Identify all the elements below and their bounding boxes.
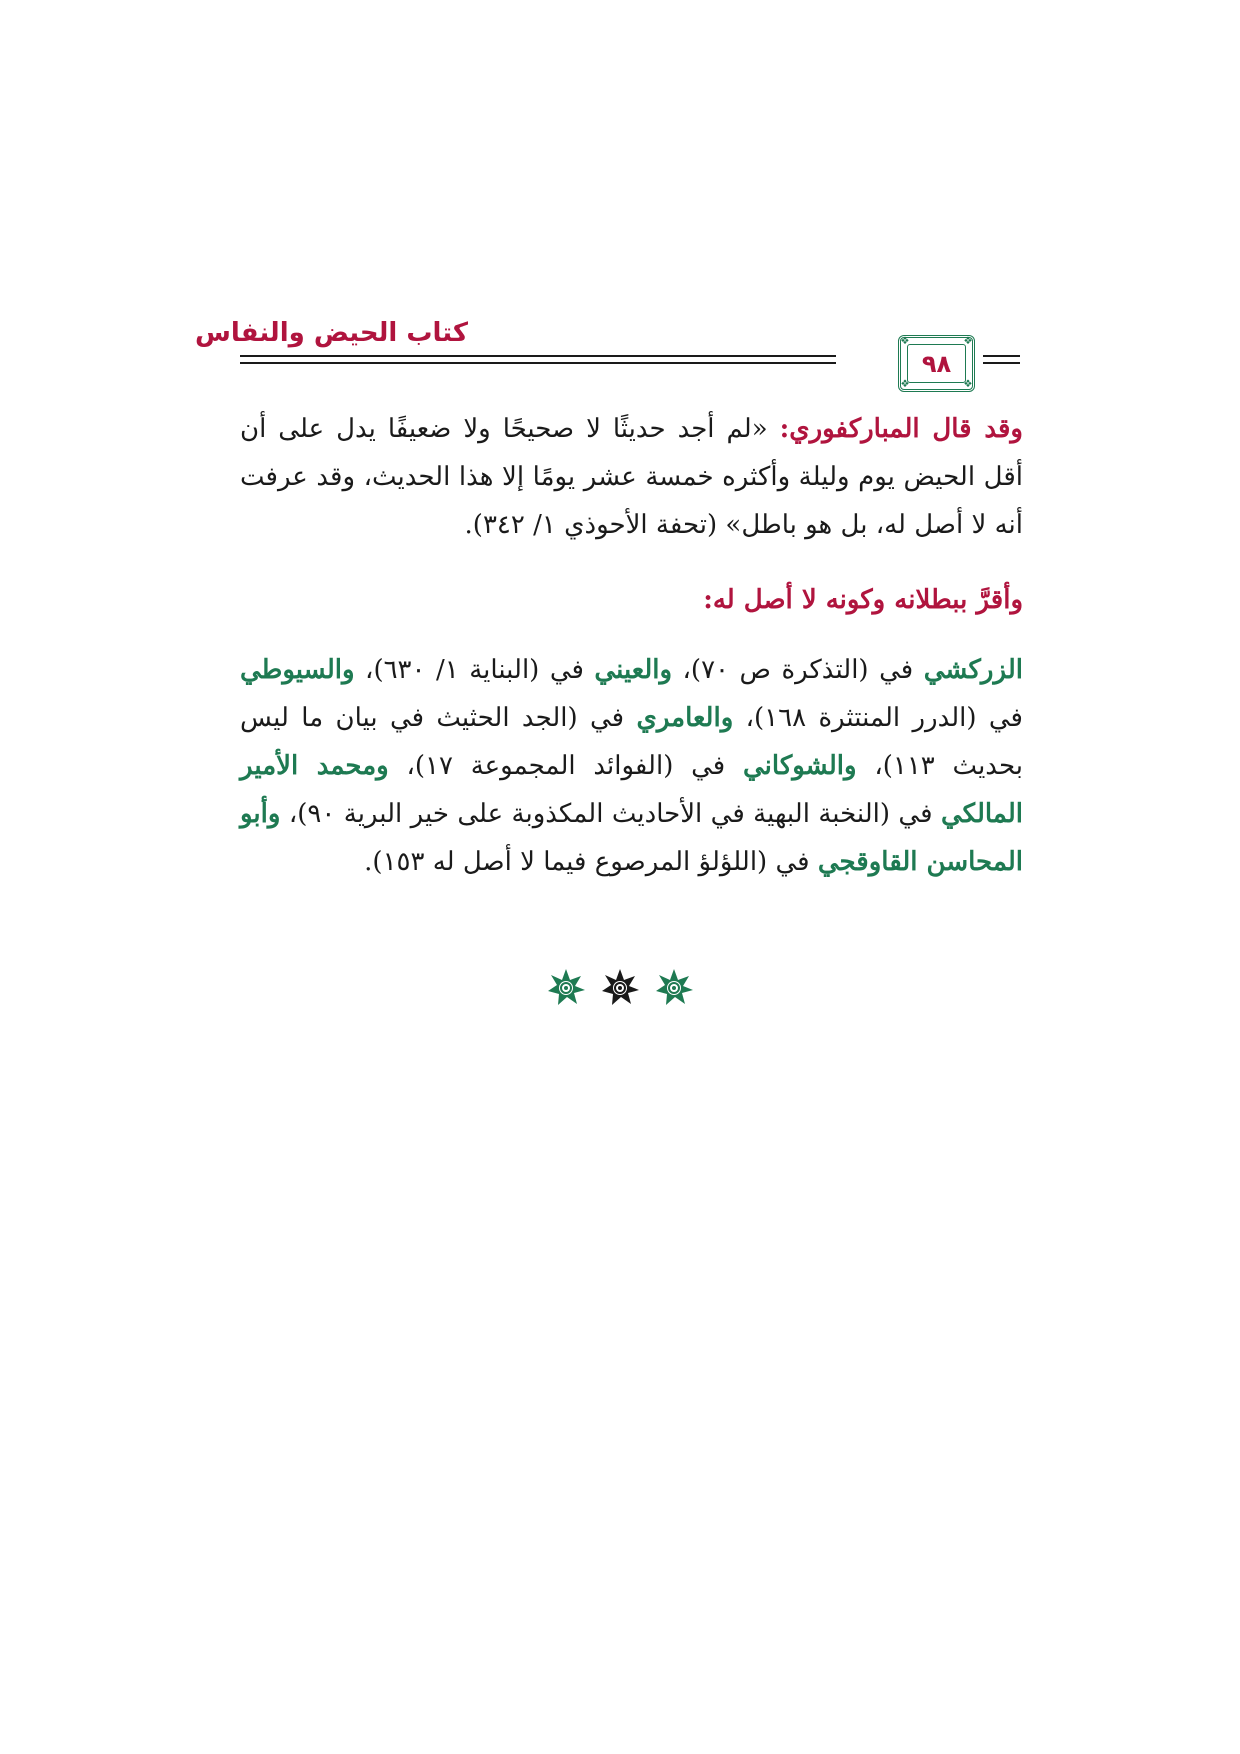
reference-text: في (البناية ١/ ٦٣٠)، — [354, 655, 595, 685]
badge-corner-icon: ❖ — [963, 379, 973, 390]
badge-corner-icon: ❖ — [900, 379, 910, 390]
section-end-ornaments — [520, 968, 720, 1016]
badge-corner-icon: ❖ — [900, 336, 910, 347]
scholar-name: والعامري — [636, 703, 734, 733]
page-number: ٩٨ — [921, 349, 952, 378]
page-number-badge — [898, 335, 975, 392]
reference-text: في (الدرر المنتثرة ١٦٨)، — [733, 703, 1023, 733]
black-flower-ornament-icon — [600, 968, 640, 1008]
reference-text: في (اللؤلؤ المرصوع فيما لا أصل له ١٥٣). — [364, 847, 818, 877]
scholar-name: وأبو المحاسن القاوقجي — [240, 799, 1023, 877]
scholar-name: ومحمد الأمير المالكي — [240, 751, 1023, 829]
quote-text: «لم أجد حديثًا لا صحيحًا ولا ضعيفًا يدل على أن أقل الحيض يوم وليلة وأكثره خمسة عشر يومًا إلا هذا الحديث، وقد عرفت أنه لا أصل له، بل هو باطل» (تحفة الأحوذي ١/ ٣٤٢). — [240, 414, 1023, 540]
header-rule-short-bottom — [983, 362, 1020, 364]
paragraph-references — [240, 646, 1023, 886]
header-rule-top — [240, 355, 836, 357]
scholar-name: الزركشي — [923, 655, 1023, 685]
scholar-name: والعيني — [594, 655, 673, 685]
reference-text: في (النخبة البهية في الأحاديث المكذوبة على خير البرية ٩٠)، — [280, 799, 941, 829]
reference-text: في (الجد الحثيث في بيان ما ليس بحديث ١١٣)، — [240, 703, 1023, 781]
reference-text: في (التذكرة ص ٧٠)، — [672, 655, 924, 685]
speaker-name: وقد قال المباركفوري: — [779, 414, 1023, 444]
green-flower-ornament-icon — [654, 968, 694, 1008]
badge-corner-icon: ❖ — [963, 336, 973, 347]
book-title: كتاب الحيض والنفاس — [194, 318, 468, 348]
scholar-name: والسيوطي — [240, 655, 355, 685]
paragraph-quote — [240, 405, 1023, 549]
scholar-name: والشوكاني — [743, 751, 857, 781]
green-flower-ornament-icon — [546, 968, 586, 1008]
reference-text: في (الفوائد المجموعة ١٧)، — [388, 751, 743, 781]
section-heading: وأقرَّ ببطلانه وكونه لا أصل له: — [703, 585, 1023, 615]
header-rule-short-top — [983, 355, 1020, 357]
header-rule-bottom — [240, 362, 836, 364]
